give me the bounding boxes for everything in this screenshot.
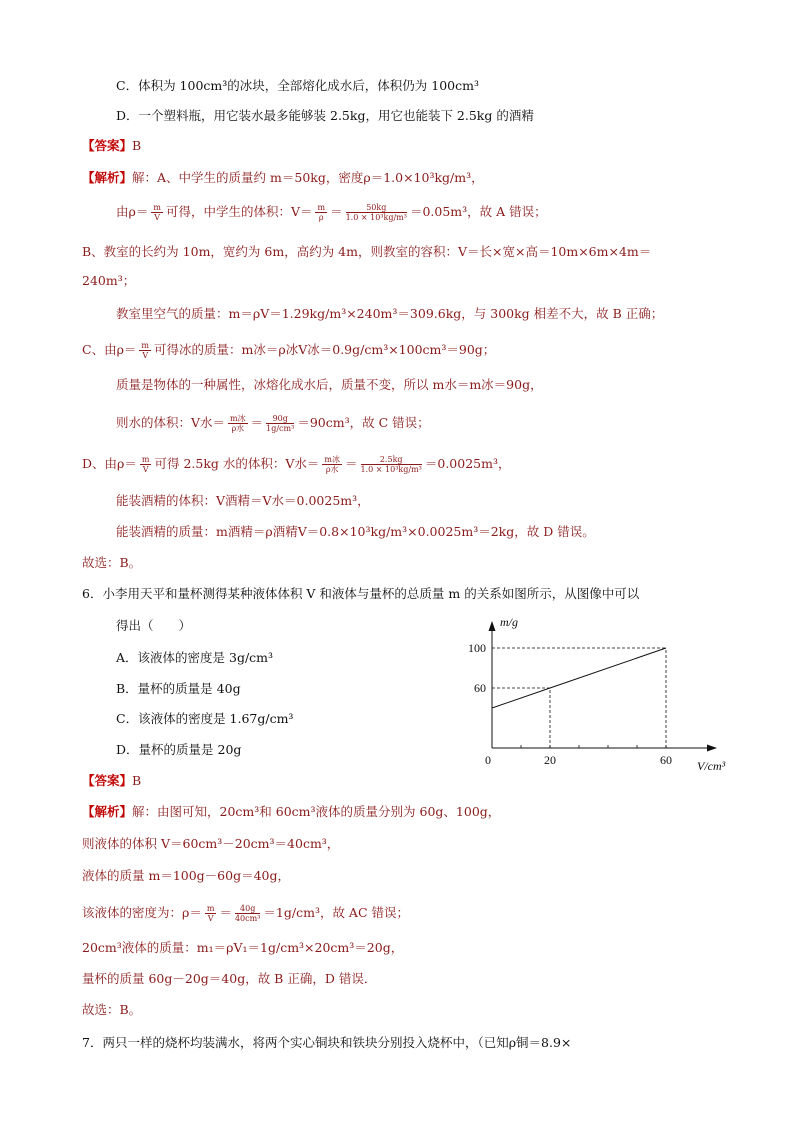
q6-analysis-s3: 液体的质量 m＝100g－60g＝40g， — [82, 868, 291, 883]
q6-answer-line — [82, 773, 141, 789]
analysis-d1: D、由ρ＝ $\frac{m}{V}$ 可得 2.5kg 水的体积：V水＝ $\frac{\text{m冰}}{\text{ρ水}}$ ＝ $\frac{2.5kg}{\text{1.0 × 10³kg/m³}}$ ＝0.0025m³， — [82, 455, 511, 474]
frac-den: ρ水 — [325, 465, 339, 474]
analysis-b1: B、教室的长约为 10m，宽约为 6m，高约为 4m，则教室的容积：V＝长×宽×高＝10m×6m×4m＝ — [82, 244, 652, 259]
fraction-mice-rho — [322, 455, 342, 474]
q6-option-c: C．该液体的密度是 1.67g/cm³ — [116, 711, 294, 726]
fraction-a2-value — [346, 203, 407, 222]
frac-num: 2.5kg — [361, 455, 422, 465]
frac-num: 40g — [235, 904, 260, 914]
analysis-tag: 【解析】 — [82, 170, 133, 185]
frac-den: ρ — [318, 213, 324, 222]
frac-num: m — [317, 203, 326, 212]
frac-den: V — [142, 465, 149, 474]
fraction-s4-value — [235, 904, 260, 923]
question-6-stem: 6．小李用天平和量杯测得某种液体体积 V 和液体与量杯的总质量 m 的关系如图所示，从图像中可以 — [82, 586, 640, 601]
analysis-c1 — [82, 341, 495, 360]
a2-post: ＝0.05m³，故 A 错误； — [409, 204, 547, 219]
frac-num: m冰 — [230, 414, 246, 423]
analysis-a2: 由ρ＝ $\frac{m}{V}$ 可得，中学生的体积：V＝ $\frac{m}{\rho}$ ＝ $\frac{50kg}{\text{1.0 × 10³kg/m³}}$ ＝0.05m³，故 A 错误； — [116, 203, 547, 222]
analysis-tag: 【解析】 — [82, 804, 133, 819]
c3-pre: 则水的体积：V水＝ — [116, 415, 226, 430]
fraction-m-v — [140, 455, 152, 474]
x-axis-label: V/cm³ — [697, 759, 726, 773]
question-7-stem: 7．两只一样的烧杯均装满水，将两个实心铜块和铁块分别投入烧杯中，（已知ρ铜＝8.9× — [82, 1035, 572, 1050]
frac-den: V — [207, 914, 214, 923]
fraction-m-v — [205, 904, 217, 923]
fraction-c3-value — [266, 414, 294, 433]
q6-analysis-s5: 20cm³液体的质量：m₁＝ρV₁＝1g/cm³×20cm³＝20g， — [82, 940, 404, 955]
answer-tag: 【答案】 — [82, 773, 133, 788]
x-tick-label: 0 — [485, 753, 491, 767]
q6-option-d: D．量杯的质量是 20g — [116, 742, 242, 757]
question-6-stem-2: 得出（ ） — [116, 618, 192, 633]
frac-num: 90g — [266, 414, 294, 424]
x-tick-label: 20 — [544, 753, 556, 767]
frac-den: ρ水 — [231, 424, 245, 433]
y-tick-label: 60 — [474, 681, 486, 695]
analysis-b2: 240m³； — [82, 273, 136, 288]
y-tick-label: 100 — [468, 641, 486, 655]
frac-num: m — [141, 341, 150, 350]
option-c: C．体积为 100cm³的冰块，全部熔化成水后，体积仍为 100cm³ — [116, 78, 479, 93]
frac-num: m冰 — [324, 455, 340, 464]
q6-analysis-s6: 量杯的质量 60g－20g＝40g，故 B 正确，D 错误． — [82, 971, 377, 986]
q6-choose-line: 故选：B。 — [82, 1002, 142, 1017]
frac-num: 50kg — [346, 203, 407, 213]
s4-post: ＝1g/cm³，故 AC 错误； — [263, 905, 409, 920]
analysis-d3: 能装酒精的质量：m酒精＝ρ酒精V＝0.8×10³kg/m³×0.0025m³＝2kg，故 D 错误。 — [116, 524, 595, 539]
analysis-c2: 质量是物体的一种属性，冰熔化成水后，质量不变，所以 m水＝m冰＝90g， — [116, 377, 543, 392]
q6-analysis-s4: 该液体的密度为：ρ＝ $\frac{m}{V}$ ＝ $\frac{40g}{\text{40cm³}}$ ＝1g/cm³，故 AC 错误； — [82, 904, 409, 923]
choose-line: 故选：B。 — [82, 555, 142, 570]
s4-pre: 该液体的密度为：ρ＝ — [82, 905, 202, 920]
x-axis-arrow — [707, 745, 717, 752]
frac-num: m — [153, 203, 161, 212]
data-line — [492, 648, 666, 708]
q6-option-a: A．该液体的密度是 3g/cm³ — [116, 650, 274, 665]
q6-analysis-s1 — [82, 804, 500, 820]
analysis-a1 — [82, 170, 484, 186]
mass-volume-graph — [452, 605, 726, 775]
frac-num: m — [141, 455, 150, 464]
d1-pre: D、由ρ＝ — [82, 456, 137, 471]
analysis-a1-text: 解：A、中学生的质量约 m＝50kg，密度ρ＝1.0×10³kg/m³， — [132, 170, 484, 185]
c1-post: 可得冰的质量：m冰＝ρ冰V冰＝0.9g/cm³×100cm³＝90g； — [154, 342, 496, 357]
c3-post: ＝90cm³，故 C 错误； — [297, 415, 430, 430]
fraction-m-v — [139, 341, 151, 360]
answer-line — [82, 138, 141, 154]
frac-den: 40cm³ — [234, 914, 261, 923]
fraction-m-rho — [315, 203, 327, 222]
analysis-c3: 则水的体积：V水＝ $\frac{\text{m冰}}{\text{ρ水}}$ ＝ $\frac{90g}{\text{1g/cm³}}$ ＝90cm³，故 C 错误； — [116, 414, 430, 433]
frac-den: 1.0 × 10³kg/m³ — [345, 213, 407, 222]
answer-tag: 【答案】 — [82, 138, 133, 153]
frac-den: V — [142, 351, 149, 360]
analysis-b3: 教室里空气的质量：m＝ρV＝1.29kg/m³×240m³＝309.6kg，与 300kg 相差不大，故 B 正确； — [116, 306, 664, 321]
a2-pre: 由ρ＝ — [116, 204, 149, 219]
d1-mid: 可得 2.5kg 水的体积：V水＝ — [154, 456, 320, 471]
frac-den: 1g/cm³ — [266, 424, 295, 433]
analysis-d2: 能装酒精的体积：V酒精＝V水＝0.0025m³， — [116, 493, 370, 508]
y-axis-label: m/g — [500, 615, 518, 629]
option-d: D．一个塑料瓶，用它装水最多能够装 2.5kg，用它也能装下 2.5kg 的酒精 — [116, 108, 534, 123]
y-axis-arrow — [489, 621, 496, 631]
q6-analysis-s2: 则液体的体积 V＝60cm³－20cm³＝40cm³， — [82, 836, 340, 851]
a2-mid: 可得，中学生的体积：V＝ — [165, 204, 313, 219]
x-tick-label: 60 — [660, 753, 672, 767]
fraction-d1-value — [361, 455, 422, 474]
answer-value: B — [132, 138, 142, 153]
c1-pre: C、由ρ＝ — [82, 342, 137, 357]
fraction-mice-rho — [228, 414, 248, 433]
frac-den: 1.0 × 10³kg/m³ — [360, 465, 422, 474]
frac-num: m — [206, 904, 215, 913]
q6-option-b: B．量杯的质量是 40g — [116, 681, 241, 696]
d1-post: ＝0.0025m³， — [424, 456, 511, 471]
s1-text: 解：由图可知，20cm³和 60cm³液体的质量分别为 60g、100g， — [132, 804, 501, 819]
answer-value: B — [132, 773, 142, 788]
frac-den: V — [154, 213, 161, 222]
fraction-m-v — [151, 203, 163, 222]
